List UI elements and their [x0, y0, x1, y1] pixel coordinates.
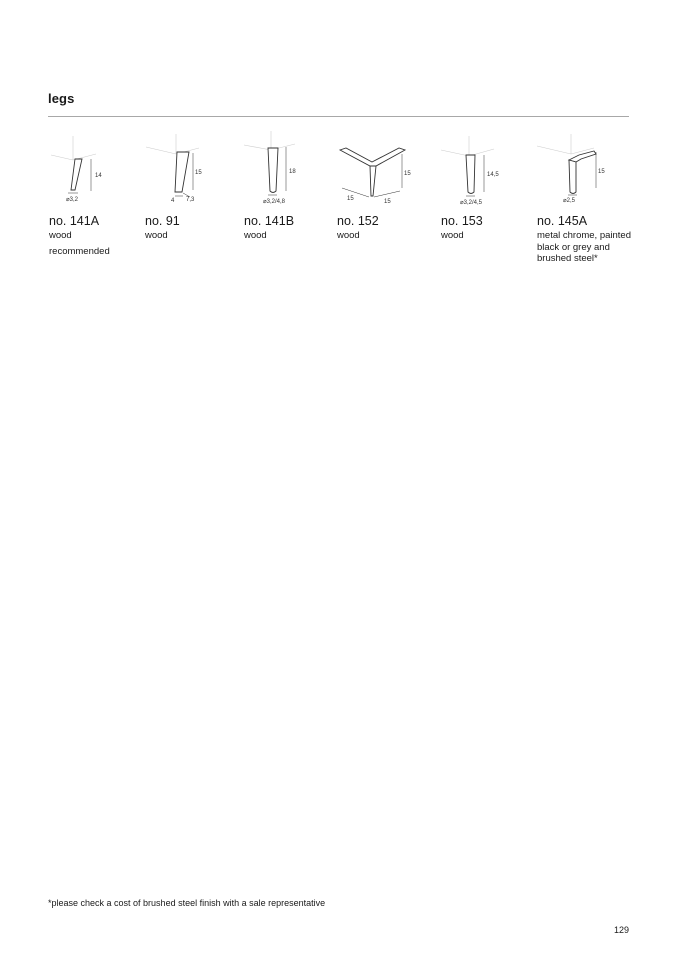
leg-141a-name: no. 141A: [49, 214, 100, 228]
leg-153-name: no. 153: [441, 214, 483, 228]
leg-153-material: wood: [441, 230, 464, 241]
leg-91-material: wood: [145, 230, 168, 241]
leg-141b-drawing: [243, 130, 343, 210]
leg-141a-note: recommended: [49, 246, 110, 257]
leg-91-name: no. 91: [145, 214, 180, 228]
footnote: *please check a cost of brushed steel finish with a sale representative: [48, 898, 326, 908]
leg-91-bottom-label: 4: [171, 198, 175, 204]
leg-145a-drawing: [536, 130, 636, 210]
leg-153-diameter-label: ⌀3,2/4,5: [460, 200, 482, 206]
leg-152-width-right-label: 15: [384, 199, 391, 205]
leg-145a-name: no. 145A: [537, 214, 588, 228]
leg-91-top-label: 7,3: [186, 197, 195, 203]
leg-141b-diameter-label: ⌀3,2/4,8: [263, 199, 285, 205]
leg-141b-name: no. 141B: [244, 214, 295, 228]
leg-145a-diameter-label: ⌀2,5: [563, 198, 575, 204]
leg-141a-material: wood: [49, 230, 72, 241]
leg-153-height-label: 14,5: [487, 172, 499, 178]
leg-152-material: wood: [337, 230, 360, 241]
leg-145a-height-label: 15: [598, 169, 605, 175]
title-divider: [48, 116, 629, 117]
leg-152-name: no. 152: [337, 214, 379, 228]
leg-145a-material: metal chrome, painted black or grey and brushed steel*: [537, 230, 631, 264]
leg-152-width-left-label: 15: [347, 196, 354, 202]
page-number: 129: [614, 925, 630, 935]
leg-141b-material: wood: [244, 230, 267, 241]
leg-152-drawing: [336, 130, 436, 210]
leg-152-height-label: 15: [404, 171, 411, 177]
leg-141a-drawing: [48, 130, 148, 210]
leg-91-height-label: 15: [195, 170, 202, 176]
page-title: legs: [48, 91, 75, 106]
leg-91-drawing: [144, 130, 244, 210]
leg-141b-height-label: 18: [289, 169, 296, 175]
leg-153-drawing: [440, 130, 540, 210]
leg-141a-diameter-label: ⌀3,2: [66, 197, 78, 203]
leg-141a-height-label: 14: [95, 173, 102, 179]
